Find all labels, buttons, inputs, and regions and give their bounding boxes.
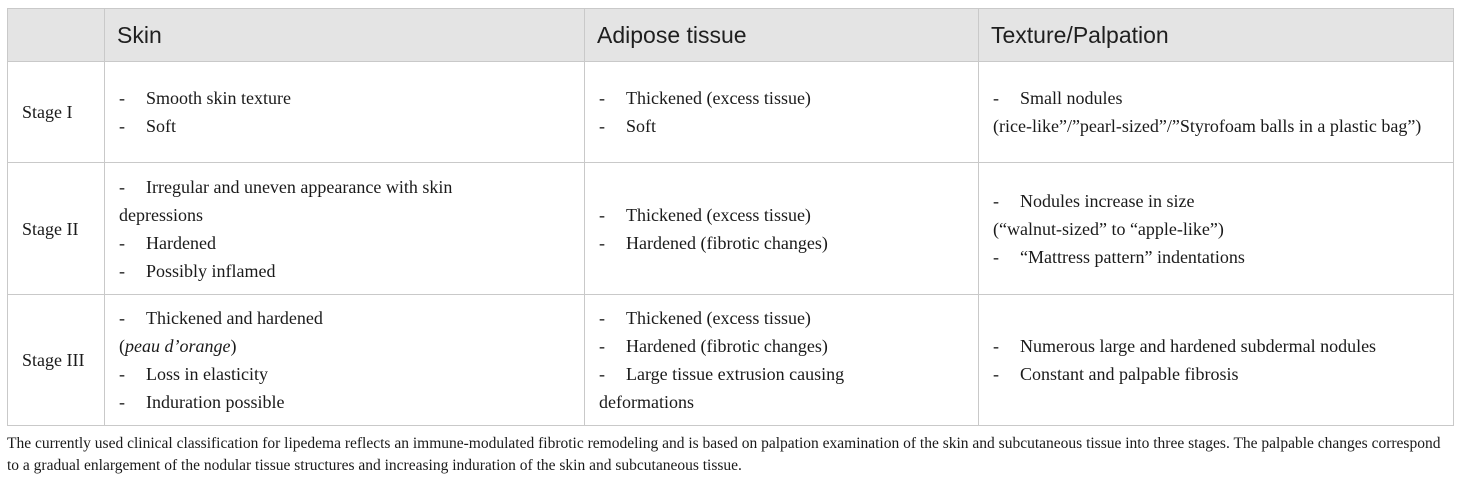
- list-item: - “Mattress pattern” indentations: [993, 246, 1245, 267]
- list-item-continuation: depressions: [119, 204, 203, 225]
- texture-cell: [979, 62, 1454, 163]
- list-item: - Thickened (excess tissue): [599, 88, 811, 108]
- adipose-cell: [585, 62, 979, 163]
- list-item-continuation: (peau d’orange): [119, 336, 237, 356]
- skin-cell: [105, 62, 585, 163]
- header-row: [8, 9, 1454, 62]
- list-item: - Constant and palpable fibrosis: [993, 364, 1239, 384]
- list-item: - Nodules increase in size: [993, 190, 1195, 211]
- list-item: - Thickened and hardened: [119, 308, 323, 328]
- list-item: - Soft: [599, 116, 657, 136]
- skin-cell: [105, 295, 585, 426]
- list-item-continuation: (rice-like”/”pearl-sized”/”Styrofoam balls in a plastic bag”): [993, 116, 1422, 136]
- list-item: - Smooth skin texture: [119, 88, 291, 108]
- list-item: - Large tissue extrusion causing: [599, 364, 845, 384]
- stage-label: Stage I: [8, 62, 105, 163]
- list-item: - Soft: [119, 116, 177, 136]
- lipedema-stages-table: [7, 8, 1454, 426]
- header-adipose-tissue: Adipose tissue: [585, 9, 979, 62]
- table-caption: The currently used clinical classification for lipedema reflects an immune-modulated fibrotic remodeling and is based on palpation examination of the skin and subcutaneous tissue into three stages. The palpable changes correspond to a gradual enlargement of the nodular tissue structures and increasing induration of the skin and subcutaneous tissue.: [7, 435, 1441, 474]
- header-skin: Skin: [105, 9, 585, 62]
- list-item: - Numerous large and hardened subdermal nodules: [993, 336, 1377, 356]
- list-item: - Thickened (excess tissue): [599, 308, 811, 328]
- list-item: - Thickened (excess tissue): [599, 204, 811, 225]
- stage-label: Stage III: [8, 295, 105, 426]
- list-item-continuation: deformations: [599, 392, 694, 412]
- header-texture-palpation: Texture/Palpation: [979, 9, 1454, 62]
- table-row: [8, 62, 1454, 163]
- list-item: - Hardened: [119, 232, 216, 253]
- list-item: - Hardened (fibrotic changes): [599, 336, 828, 356]
- list-item: - Irregular and uneven appearance with skin: [119, 176, 453, 197]
- list-item: - Possibly inflamed: [119, 260, 276, 281]
- list-item: - Hardened (fibrotic changes): [599, 232, 828, 253]
- list-item: - Small nodules: [993, 88, 1123, 108]
- adipose-cell: [585, 163, 979, 295]
- stage-label: Stage II: [8, 163, 105, 295]
- adipose-cell: [585, 295, 979, 426]
- header-corner: [8, 9, 105, 62]
- list-item: - Loss in elasticity: [119, 364, 268, 384]
- texture-cell: [979, 163, 1454, 295]
- list-item: - Induration possible: [119, 392, 285, 412]
- skin-cell: [105, 163, 585, 295]
- table-row: [8, 295, 1454, 426]
- texture-cell: [979, 295, 1454, 426]
- table-row: [8, 163, 1454, 295]
- list-item-continuation: (“walnut-sized” to “apple-like”): [993, 218, 1224, 239]
